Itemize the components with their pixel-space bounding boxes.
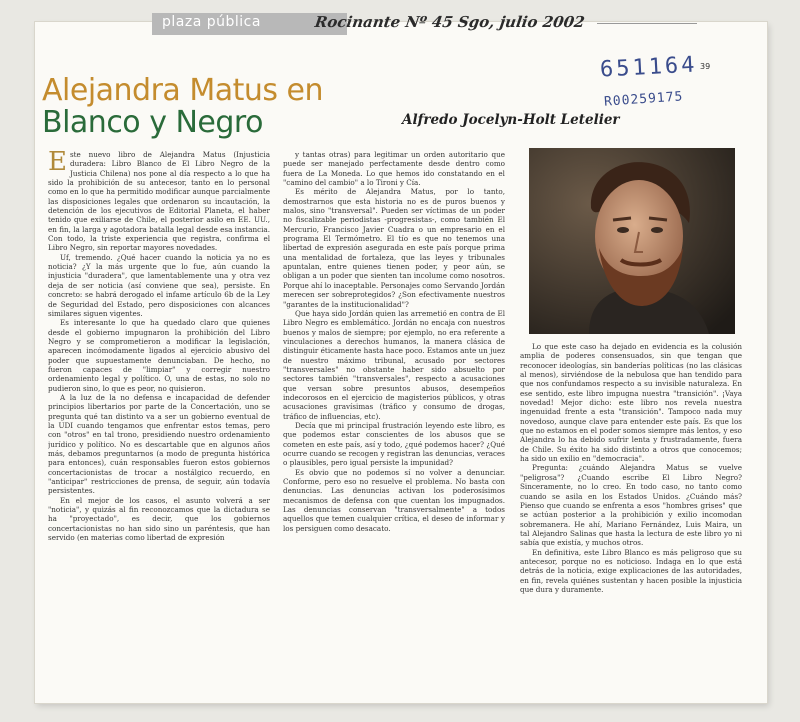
paragraph: Que haya sido Jordán quien las arremetió en contra de El Libro Negro es emblemático. Jordán no encaja con nuestros buenos y malos de siempre; por ejemplo, no era referente a vinculaciones a derechos humanos, la manera clásica de distinguir éticamente hasta hace poco. Estamos ante un juez de nuestro máximo tribunal, acusado por sectores "transversales" no obstante haber sido absuelto por sectores también "transversales", respecto a acusaciones que versan sobre presuntos abusos, desempeños indecorosos en el ejercicio de magisterios públicos, y otras acusaciones gravísimas (tráfico y consumo de drogas, tráfico de influencias, etc). [283, 308, 505, 421]
article-column-2 [283, 150, 505, 705]
article-title-line-2: Blanco y Negro [42, 105, 263, 140]
page-number: 39 [700, 62, 711, 71]
paragraph: Este nuevo libro de Alejandra Matus (Injusticia duradera: Libro Blanco de El Libro Negro de la Justicia Chilena) nos pone al día respecto a lo que ha sido la prohibición de su antecesor, tanto en lo personal como en lo que ha permitido modificar aunque parcialmente las disposiciones legales que ordenaron su incautación, la detención de los ejecutivos de Editorial Planeta, el haber tenido que exiliarse de Chile, el posterior asilo en EE. UU., en fin, la larga y agotadora batalla legal desde esa instancia. Con todo, la triste experiencia que registra, confirma el Libro Negro, sin reportar mayores novedades. [48, 150, 270, 253]
article-title-line-1: Alejandra Matus en [42, 73, 324, 108]
section-label: plaza pública [162, 14, 261, 30]
drop-cap: E [48, 150, 67, 177]
article-byline: Alfredo Jocelyn-Holt Letelier [402, 112, 620, 128]
paragraph: En el mejor de los casos, el asunto volverá a ser "noticia", y quizás al fin reconozcamos que la dictadura se ha "proyectado", es decir, que los gobiernos concertacionistas no han sido sino un paréntesis, que han servido (en materias como libertad de expresión [48, 495, 270, 543]
paragraph: Pregunta: ¿cuándo Alejandra Matus se vuelve "peligrosa"? ¿Cuando escribe El Libro Negro? Sinceramente, no lo creo. En todo caso, no tanto como cuando se asila en los Estados Unidos. ¿Cuándo más? Pienso que cuando se enfrenta a esos "hombres grises" que se actúan posterior a la prohibición y exilio incomodan sobremanera. He ahí, Mariano Fernández, Luis Maira, un tal Alejandro Salinas que hasta la lectura de este libro yo ni sabía que existía, y muchos otros. [520, 463, 742, 548]
paragraph: Uf, tremendo. ¿Qué hacer cuando la noticia ya no es noticia? ¿Y la más urgente que lo fue, aún cuando la injusticia "duradera", que lamentablemente una y otra vez deja de ser noticia (así conviene que sea), persiste. En concreto: se habrá derogado el infame artículo 6b de la Ley de Seguridad del Estado, pero disposiciones con alcances similares siguen vigentes. [48, 252, 270, 318]
register-code-stamp: R00259175 [603, 89, 684, 110]
article-column-1 [48, 150, 270, 702]
handwritten-source-note: Rocinante Nº 45 Sgo, julio 2002 [313, 13, 586, 31]
author-portrait-photo [529, 148, 735, 334]
paragraph: A la luz de la no defensa e incapacidad de defender principios libertarios por parte de la Concertación, uno se pregunta qué tan distinto va a ser un gobierno eventual de la UDI cuando tengamos que enfrentar estos temas, pero con "otros" en tal trono, presidiendo nuestro ordenamiento jurídico y político. No es descartable que en algunos años más, debamos preguntarnos (a modo de pregunta histórica para entonces), cuán responsables fueron estos gobiernos concertacionistas de trocar a nostálgico recuerdo, en "anticipar" restricciones de prensa, de seguir, aún todavía persistentes. [48, 392, 270, 496]
paragraph: Es mérito de Alejandra Matus, por lo tanto, demostrarnos que esta historia no es de puros buenos y malos, sino "transversal". Pueden ser víctimas de un poder no fiscalizable periodistas -progresistas-, como también El Mercurio, Francisco Javier Cuadra o un empresario en el programa El Termómetro. El tío es que no tenemos una libertad de expresión asegurada en este país porque prima una mentalidad de fortaleza, que las leyes y tribunales apuntalan, entre quienes tienen poder, y peor aún, se obligan a un poder que sienten tan incolume como nosotros. Porque ahí lo inaceptable. Personajes como Servando Jordán merecen ser sobreprotegidos? ¿Son efectivamente nuestros "garantes de la institucionalidad"? [283, 187, 505, 309]
paragraph: Decía que mi principal frustración leyendo este libro, es que podemos estar conscientes de los abusos que se cometen en este país, así y todo, ¿qué podemos hacer? ¿Qué ocurre cuando se recogen y registran las denuncias, veraces o plausibles, pero igual persiste la impunidad? [283, 420, 505, 468]
paragraph: Lo que este caso ha dejado en evidencia es la colusión amplia de poderes consensuados, sin que tengan que reconocer ideologías, sin banderías políticas (no las clásicas al menos), sirviéndose de la nebulosa que han tendido para que nos confundamos respecto a su invisible naturaleza. En ese sentido, este libro impugna nuestra "transición". ¡Vaya novedad! Mejor dicho: este libro nos revela nuestra ingenuidad frente a esta "transición". Tampoco nada muy novedoso, aunque clave para entender este país. Es que los que no estamos en el poder somos siempre más lentos, y eso Alejandra lo ha debido sufrir lenta y frustradamente, fuera de Chile. Su éxito ha sido distinto a otros que conocemos; ha sido un exilio en "democracia". [520, 342, 742, 464]
paragraph: En definitiva, este Libro Blanco es más peligroso que su antecesor, porque no es noticioso. Indaga en lo que está detrás de la noticia, exige explicaciones de las autoridades, en fin, revela quiénes sustentan y hacen posible la injusticia que dura y duramente. [520, 547, 742, 594]
article-column-3 [520, 342, 742, 702]
paragraph: Es interesante lo que ha quedado claro que quienes desde el gobierno impugnaron la prohibición del Libro Negro y se comprometieron a modificar la legislación, aparecen incómodamente ligados al ejercicio abusivo del poder que supuestamente denunciaban. De hecho, no fueron capaces de "limpiar" y corregir nuestro ordenamiento legal y político. O, una de estas, no solo no pudieron sino, lo que es peor, no quisieron. [48, 318, 270, 393]
paragraph: Es obvio que no podemos sí no volver a denunciar. Conforme, pero eso no resuelve el problema. No basta con denuncias. Las denuncias activan los poderosísimos mecanismos de defensa con que cuentan los impugnados. Las denuncias conservan "transversalmente" a todos aquellos que temen cualquier crítica, el deseo de informar y los persiguen como desacato. [283, 467, 505, 533]
catalog-number-stamp: 651164 [599, 52, 699, 83]
paragraph: y tantas otras) para legitimar un orden autoritario que puede ser manejado perfectamente desde dentro como fuera de La Moneda. Lo que hemos ido constatando en el "camino del cambio" a lo Tironi y Cía. [283, 150, 505, 188]
portrait-image [529, 148, 735, 334]
header-rule [597, 23, 697, 34]
